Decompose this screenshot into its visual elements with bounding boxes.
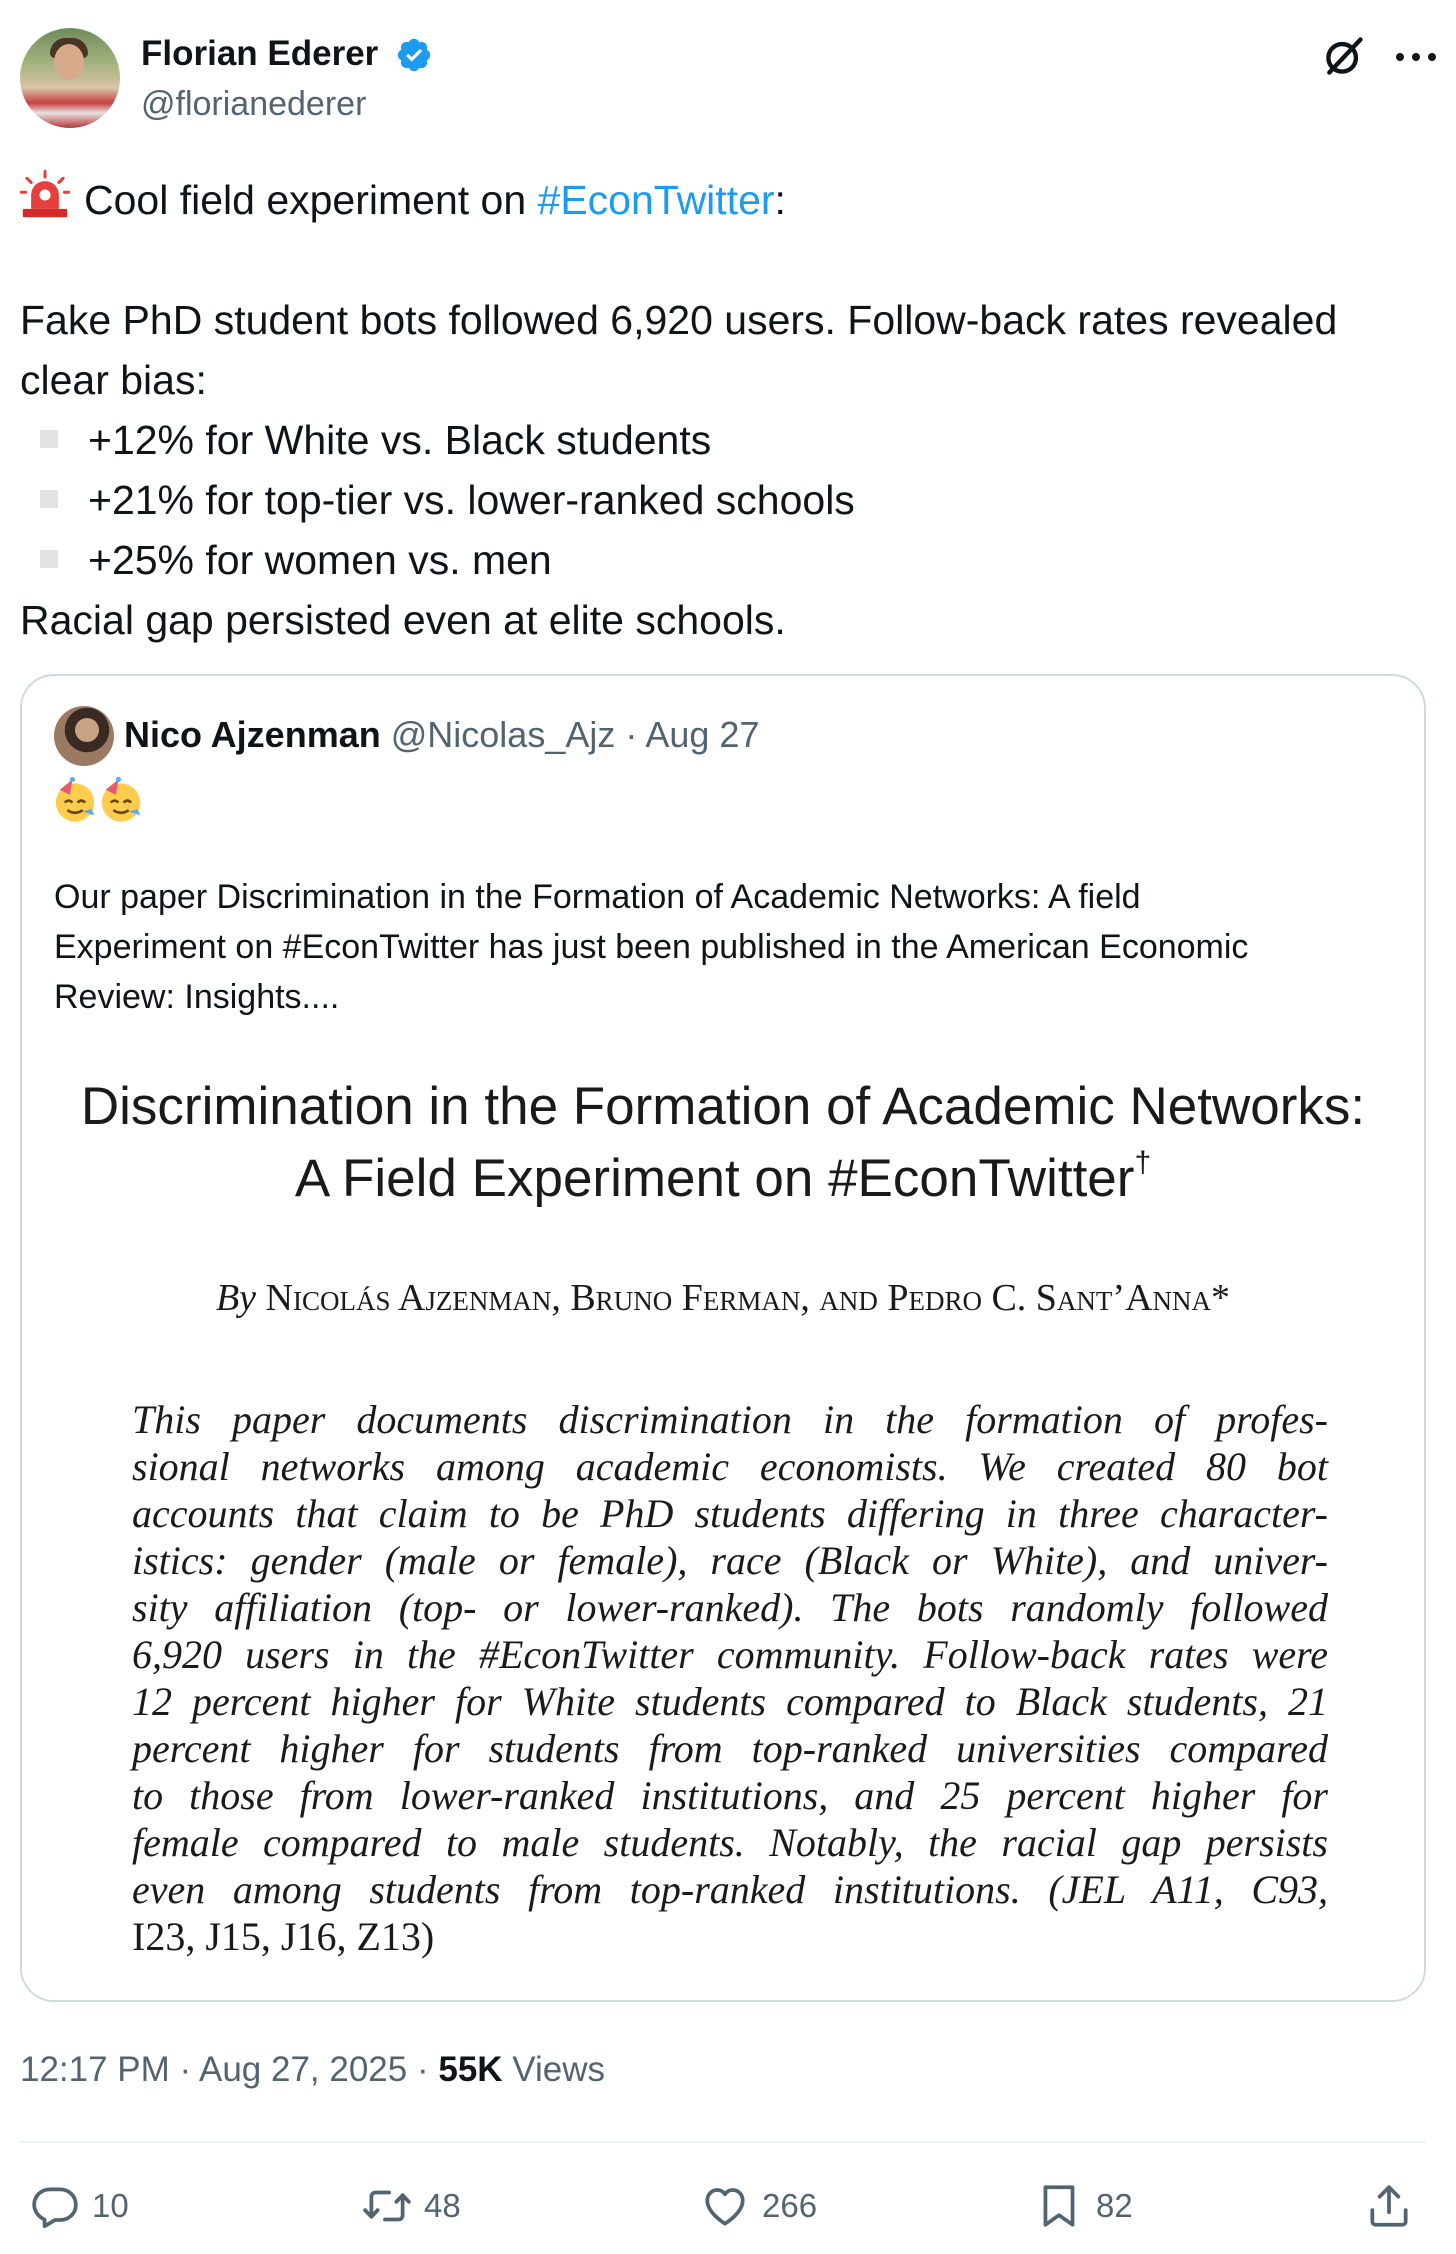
tweet-timestamp[interactable] [20,2050,605,2090]
quote-author-name[interactable]: Nico Ajzenman [124,714,381,755]
quote-text [54,872,1404,1022]
abstract-line: female compared to male students. Notably, the racial gap persists [132,1820,1328,1865]
paper-title-line-1: Discrimination in the Formation of Academic Networks: [80,1077,1366,1136]
siren-emoji-icon [20,170,70,220]
abstract-line: to those from lower-ranked institutions, and 25 percent higher for [132,1773,1328,1818]
abstract-line: sity affiliation (top- or lower-ranked). The bots randomly followed [132,1585,1328,1630]
bullet-square-icon [40,430,58,448]
paper-authors [22,1276,1424,1320]
bullet-item [20,530,1420,590]
quote-header [124,714,759,756]
tweet-time: 12:17 PM [20,2050,170,2089]
bullet-item [20,410,1420,470]
paper-image[interactable] [22,1016,1424,2002]
abstract-line: 12 percent higher for White students compared to Black students, 21 [132,1679,1328,1724]
quote-author-avatar[interactable] [54,706,114,766]
bullet-text: +12% for White vs. Black students [88,417,712,463]
author-avatar[interactable] [20,28,120,128]
paper-authors-names: Nicolás Ajzenman, Bruno Ferman, and Pedro C. Sant’Anna* [265,1277,1231,1319]
tweet-intro-text: Cool field experiment on [84,177,538,223]
quote-author-handle[interactable]: @Nicolas_Ajz [390,714,616,755]
timestamp-separator: · [407,2050,439,2089]
bullet-text: +21% for top-tier vs. lower-ranked schools [88,477,855,523]
bookmark-icon [1034,2181,1084,2231]
quoted-tweet-card[interactable] [20,674,1426,2002]
paper-title-line-2 [22,1146,1424,1209]
quote-separator: · [615,714,646,755]
bookmark-button[interactable] [1034,2176,1133,2236]
quote-text-line: Our paper Discrimination in the Formation of Academic Networks: A field [54,878,1141,916]
abstract-line: 6,920 users in the #EconTwitter community. Follow-back rates were [132,1632,1328,1677]
heart-icon [700,2181,750,2231]
retweet-icon [362,2181,412,2231]
hashtag-link[interactable]: #EconTwitter [537,177,775,223]
quote-text-line: Experiment on #EconTwitter has just been published in the American Economic [54,928,1249,966]
reply-icon [30,2181,80,2231]
verified-badge-icon[interactable] [395,36,433,74]
partying-face-emoji-icon [98,777,144,823]
quote-emoji-row [52,776,144,823]
quote-date[interactable]: Aug 27 [645,714,760,755]
more-options-icon[interactable] [1394,50,1438,64]
paper-authors-by: By [215,1277,257,1319]
share-icon [1364,2181,1414,2231]
abstract-line: even among students from top-ranked institutions. (JEL A11, C93, [132,1867,1328,1912]
tweet-closing: Racial gap persisted even at elite schools. [20,597,786,643]
abstract-line: accounts that claim to be PhD students differing in three character- [132,1491,1328,1536]
partying-face-emoji-icon [52,777,98,823]
paper-title-mark: † [1134,1146,1152,1179]
abstract-line: I23, J15, J16, Z13) [132,1914,435,1959]
like-button[interactable] [700,2176,817,2236]
retweet-button[interactable] [362,2176,461,2236]
bullet-item [20,470,1420,530]
tweet-line-1: Fake PhD student bots followed 6,920 users. Follow-back rates revealed [20,297,1338,343]
grok-icon[interactable] [1322,34,1366,78]
bullet-square-icon [40,550,58,568]
views-label: Views [502,2050,606,2089]
abstract-line: istics: gender (male or female), race (Black or White), and univer- [132,1538,1328,1583]
views-count: 55K [438,2050,503,2089]
retweet-count: 48 [424,2187,461,2224]
tweet-line-2: clear bias: [20,357,207,403]
abstract-line: sional networks among academic economists. We created 80 bot [132,1444,1328,1489]
tweet-intro-line [20,170,1420,230]
reply-button[interactable] [30,2176,129,2236]
paper-abstract [132,1396,1328,1960]
tweet-text [20,170,1420,650]
abstract-line: This paper documents discrimination in the formation of profes- [132,1397,1328,1442]
like-count: 266 [762,2187,818,2224]
reply-count: 10 [92,2187,129,2224]
author-name[interactable]: Florian Ederer [141,34,379,73]
tweet-intro-suffix: : [774,177,786,223]
quote-text-line: Review: Insights.... [54,978,340,1016]
timestamp-separator: · [169,2050,199,2089]
tweet-date: Aug 27, 2025 [199,2050,408,2089]
author-handle[interactable]: @florianederer [141,85,367,123]
divider [20,2141,1426,2143]
paper-title-text: A Field Experiment on #EconTwitter [294,1149,1135,1208]
bullet-square-icon [40,490,58,508]
bullet-text: +25% for women vs. men [88,537,552,583]
share-button[interactable] [1364,2176,1426,2236]
abstract-line: percent higher for students from top-ranked universities compared [132,1726,1328,1771]
bookmark-count: 82 [1096,2187,1133,2224]
